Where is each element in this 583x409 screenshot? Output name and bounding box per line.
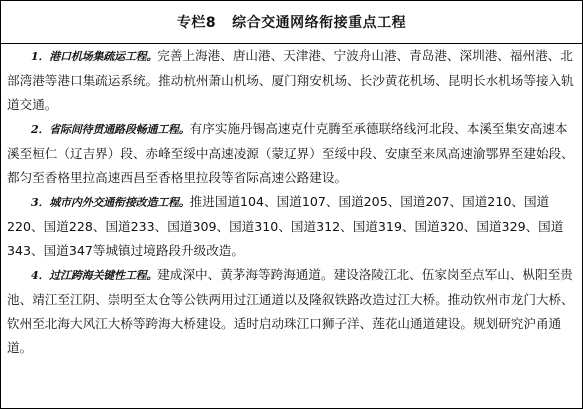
item-heading: 2．省际间待贯通路段畅通工程。: [31, 123, 190, 136]
box-number: 专栏8: [176, 15, 217, 31]
list-item: [7, 190, 575, 263]
list-item: [7, 263, 575, 360]
item-text: 建成深中、黄茅海等跨海通道。建设洛陵江北、伍家岗至点军山、枞阳至贵池、靖江至江阴、崇明至太仓等公铁两用过江通道以及隆叙铁路改造过江大桥。推动钦州市龙门大桥、钦州至北海大风江大桥等跨海大桥建设。适时启动珠江口狮子洋、莲花山通道建设。规划研究沪甬通道。: [7, 267, 574, 355]
box-title: [1, 1, 582, 44]
item-heading: 4．过江跨海关键性工程。: [31, 269, 158, 282]
list-item: [7, 117, 575, 190]
item-text: 有序实施丹锡高速克什克腾至承德联络线河北段、本溪至集安高速本溪至桓仁（辽吉界）段、赤峰至绥中高速凌源（蒙辽界）至绥中段、安康至来凤高速渝鄂界至建始段、都匀至香格里拉高速西昌至香格里拉段等省际高速公路建设。: [7, 121, 574, 185]
list-item: [7, 44, 575, 117]
item-heading: 1．港口机场集疏运工程。: [31, 50, 158, 63]
item-text: 完善上海港、唐山港、天津港、宁波舟山港、青岛港、深圳港、福州港、北部湾港等港口集疏运系统。推动杭州萧山机场、厦门翔安机场、长沙黄花机场、昆明长水机场等接入轨道交通。: [7, 48, 574, 112]
item-text: 推进国道104、国道107、国道205、国道207、国道210、国道220、国道228、国道233、国道309、国道310、国道312、国道319、国道320、国道329、国道343、国道347等城镇过境路段升级改造。: [7, 194, 564, 258]
item-heading: 3．城市内外交通衔接改造工程。: [31, 196, 190, 209]
box-body: [7, 44, 575, 360]
box-title-text: 综合交通网络衔接重点工程: [232, 15, 407, 31]
